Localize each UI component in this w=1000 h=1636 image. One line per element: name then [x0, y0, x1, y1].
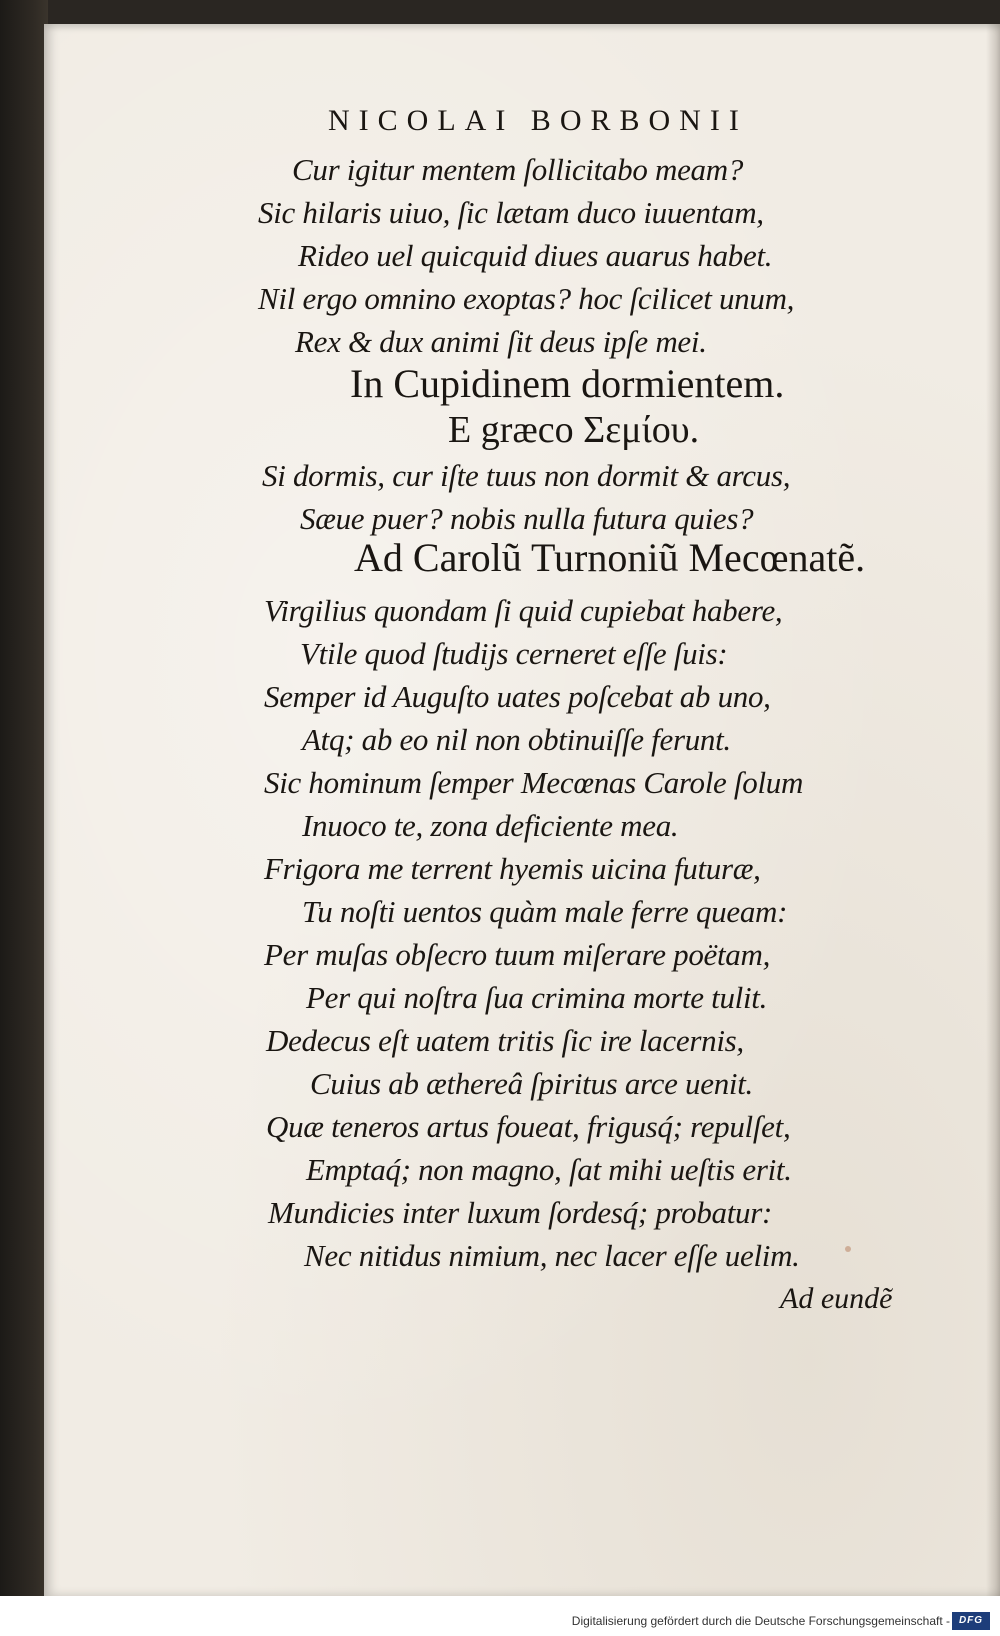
verse-line: Virgilius quondam ſi quid cupiebat habere,	[264, 593, 783, 628]
verse-line: Cur igitur mentem ſollicitabo meam?	[292, 152, 744, 187]
verse-line: Sic hominum ſemper Mecœnas Carole ſolum	[264, 765, 804, 800]
paper-stain	[845, 1246, 851, 1252]
verse-line: Semper id Auguſto uates poſcebat ab uno,	[264, 679, 771, 714]
verse-line: Nec nitidus nimium, nec lacer eſſe uelim.	[304, 1238, 800, 1273]
verse-line: Si dormis, cur iſte tuus non dormit & arcus,	[262, 458, 791, 493]
verse-line: Atq; ab eo nil non obtinuiſſe ferunt.	[302, 722, 731, 757]
verse-line: Inuoco te, zona deficiente mea.	[302, 808, 679, 843]
verse-line: Tu noſti uentos quàm male ferre queam:	[302, 894, 788, 929]
verse-line: Mundicies inter luxum ſordesq́; probatur:	[268, 1195, 773, 1230]
verse-line: Quæ teneros artus foueat, frigusq́; repulſet,	[266, 1109, 791, 1144]
verse-line: Dedecus eſt uatem tritis ſic ire lacernis,	[266, 1023, 744, 1058]
funding-notice: Digitalisierung gefördert durch die Deutsche Forschungsgemeinschaft -	[571, 1614, 950, 1628]
verse-line: Per muſas obſecro tuum miſerare poëtam,	[264, 937, 771, 972]
verse-line: Rex & dux animi ſit deus ipſe mei.	[295, 324, 707, 359]
poem-title: In Cupidinem dormientem.	[350, 361, 785, 406]
verse-line: Rideo uel quicquid diues auarus habet.	[298, 238, 773, 273]
poem-title: Ad Carolũ Turnoniũ Mecœnatẽ.	[354, 535, 866, 580]
verse-line: Frigora me terrent hyemis uicina futuræ,	[264, 851, 761, 886]
verse-line: Emptaq́; non magno, ſat mihi ueſtis erit.	[306, 1152, 792, 1187]
book-gutter-background	[0, 0, 48, 1636]
catchword: Ad eundẽ	[780, 1282, 893, 1315]
digitization-footer	[0, 1596, 1000, 1636]
verse-line: Sæue puer? nobis nulla futura quies?	[300, 501, 754, 536]
dfg-logo-icon: DFG	[952, 1612, 990, 1630]
poem-subtitle: E græco Σεμίου.	[448, 409, 700, 451]
verse-line: Vtile quod ſtudijs cerneret eſſe ſuis:	[300, 636, 728, 671]
verse-line: Nil ergo omnino exoptas? hoc ſcilicet unum,	[258, 281, 795, 316]
verse-line: Cuius ab æthereâ ſpiritus arce uenit.	[310, 1066, 753, 1101]
verse-line: Per qui noſtra ſua crimina morte tulit.	[306, 980, 768, 1015]
page-edge-shadow	[986, 24, 1000, 1596]
running-head: NICOLAI BORBONII	[328, 104, 748, 137]
verse-line: Sic hilaris uiuo, ſic lætam duco iuuentam,	[258, 195, 764, 230]
